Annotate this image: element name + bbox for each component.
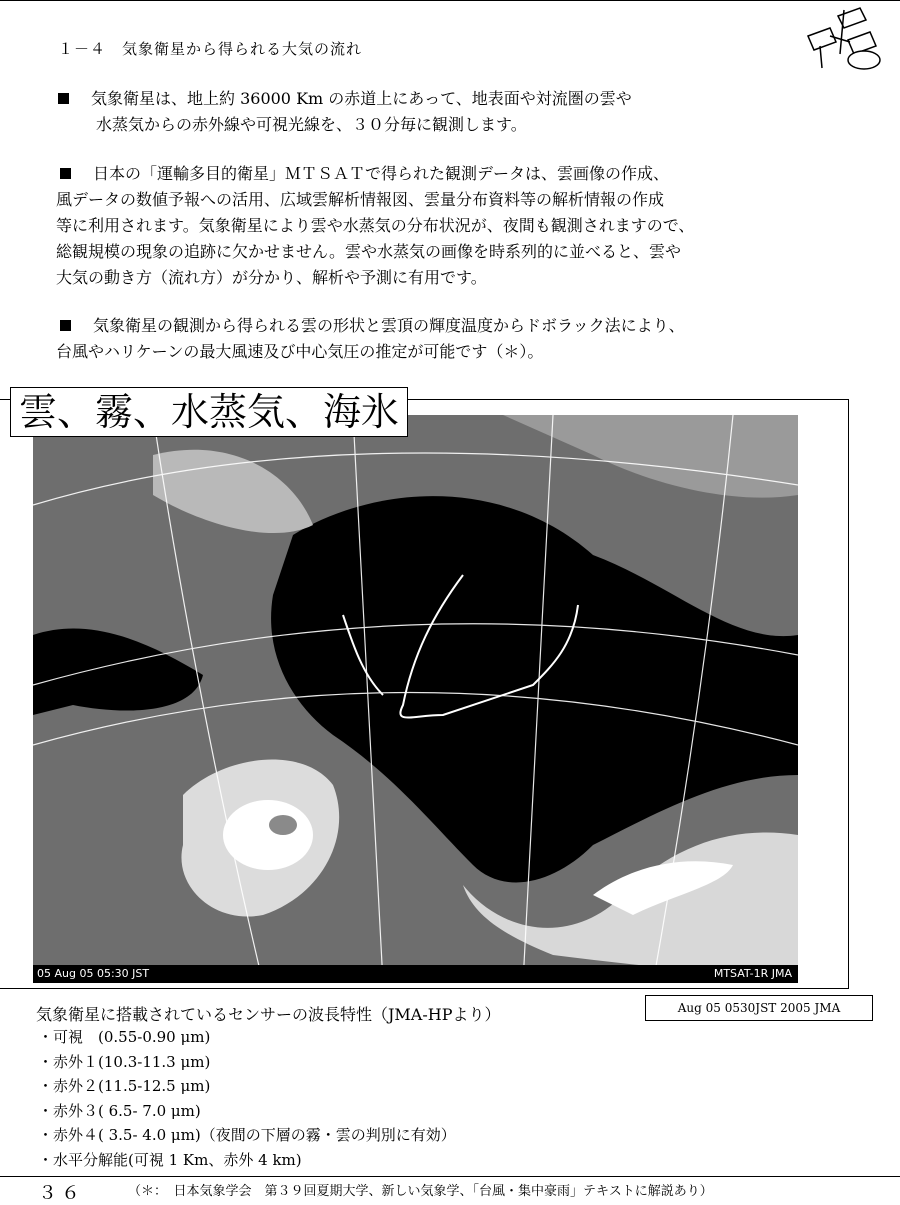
bullet-square xyxy=(60,168,71,179)
satellite-icon xyxy=(800,6,888,74)
paragraph-2: 日本の「運輸多目的衛星」ＭＴＳＡＴで得られた観測データは、雲画像の作成、 風データの数値予報への活用、広域雲解析情報図、雲量分布資料等の解析情報の作成 等に利用されます。気象衛星により雲や水蒸気の分布状況が、夜間も観測されますので、 総観規模の現象の追跡に欠かせません。雲や水蒸気の画像を時系列的に並べると、雲や 大気の動き方（流れ方）が分かり、解析や予測に有用です。 xyxy=(56,164,695,287)
sensor-item-ir2: ・赤外２(11.5-12.5 μm) xyxy=(38,1077,211,1095)
footer-rule xyxy=(0,1176,900,1177)
image-credit: Aug 05 0530JST 2005 JMA xyxy=(645,995,873,1021)
section-title: １－４ 気象衛星から得られる大気の流れ xyxy=(58,40,363,58)
satellite-cloud-image xyxy=(33,415,798,983)
bullet-square xyxy=(58,93,69,104)
figure-label: 雲、霧、水蒸気、海氷 xyxy=(10,387,408,437)
sensor-item-ir3: ・赤外３( 6.5- 7.0 μm) xyxy=(38,1101,201,1120)
paragraph-1: 気象衛星は、地上約 36000 Km の赤道上にあって、地表面や対流圏の雲や 水蒸気からの赤外線や可視光線を、３０分毎に観測します。 xyxy=(58,86,632,138)
footnote: （＊： 日本気象学会 第３９回夏期大学、新しい気象学、「台風・集中豪雨」テキストに解説あり） xyxy=(128,1184,713,1199)
bullet-square xyxy=(60,320,71,331)
sensor-item-ir1: ・赤外１(10.3-11.3 μm) xyxy=(38,1052,211,1071)
sensor-item-ir4: ・赤外４( 3.5- 4.0 μm)（夜間の下層の霧・雲の判別に有効） xyxy=(38,1126,456,1144)
sensor-heading: 気象衛星に搭載されているセンサーの波長特性（JMA-HPより） xyxy=(36,1005,501,1024)
page-number: ３６ xyxy=(38,1182,85,1204)
sensor-list xyxy=(38,1025,456,1172)
image-satellite-label: MTSAT-1R JMA xyxy=(713,967,792,980)
image-timestamp: 05 Aug 05 05:30 JST xyxy=(37,967,150,980)
top-rule xyxy=(0,0,900,1)
sensor-item-visible: ・可視 (0.55-0.90 μm) xyxy=(38,1028,211,1046)
paragraph-3: 気象衛星の観測から得られる雲の形状と雲頂の輝度温度からドボラック法により、 台風やハリケーンの最大風速及び中心気圧の推定が可能です（＊）。 xyxy=(56,316,685,361)
sensor-item-resolution: ・水平分解能(可視 1 Km、赤外 4 km) xyxy=(38,1150,302,1169)
